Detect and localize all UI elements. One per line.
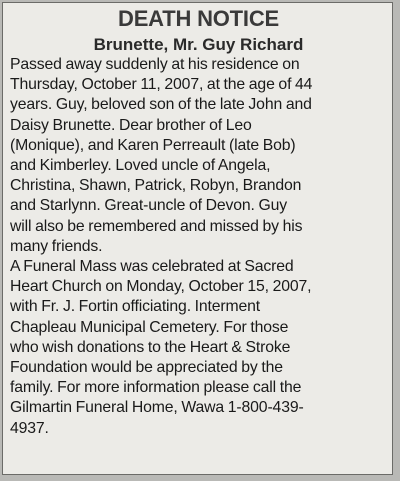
text-line: Christina, Shawn, Patrick, Robyn, Brandon (10, 177, 302, 195)
text-line: Gilmartin Funeral Home, Wawa 1-800-439- (10, 399, 304, 417)
text-line: (Monique), and Karen Perreault (late Bob) (10, 136, 296, 154)
text-line: family. For more information please call the (10, 379, 302, 397)
text-line: will also be remembered and missed by his (10, 217, 303, 235)
deceased-name: Brunette, Mr. Guy Richard (93, 35, 304, 54)
obituary-paragraph (10, 55, 387, 257)
text-line: A Funeral Mass was celebrated at Sacred (10, 258, 294, 276)
death-notice-clipping (2, 2, 393, 475)
text-line: many friends. (10, 237, 103, 255)
text-line: Thursday, October 11, 2007, at the age of 44 (10, 76, 313, 94)
text-line: years. Guy, beloved son of the late John and (10, 96, 312, 114)
notice-title: DEATH NOTICE (118, 6, 279, 31)
text-line: Foundation would be appreciated by the (10, 359, 283, 377)
funeral-paragraph (10, 257, 387, 439)
text-line: Passed away suddenly at his residence on (10, 56, 300, 73)
text-line: with Fr. J. Fortin officiating. Interment (10, 298, 261, 316)
text-line: Daisy Brunette. Dear brother of Leo (10, 116, 252, 134)
text-line: Heart Church on Monday, October 15, 2007, (10, 278, 312, 296)
text-line: Chapleau Municipal Cemetery. For those (10, 318, 289, 336)
text-line: and Starlynn. Great-uncle of Devon. Guy (10, 197, 288, 215)
text-line: 4937. (10, 419, 49, 437)
text-line: who wish donations to the Heart & Stroke (10, 338, 291, 356)
text-line: and Kimberley. Loved uncle of Angela, (10, 157, 271, 175)
